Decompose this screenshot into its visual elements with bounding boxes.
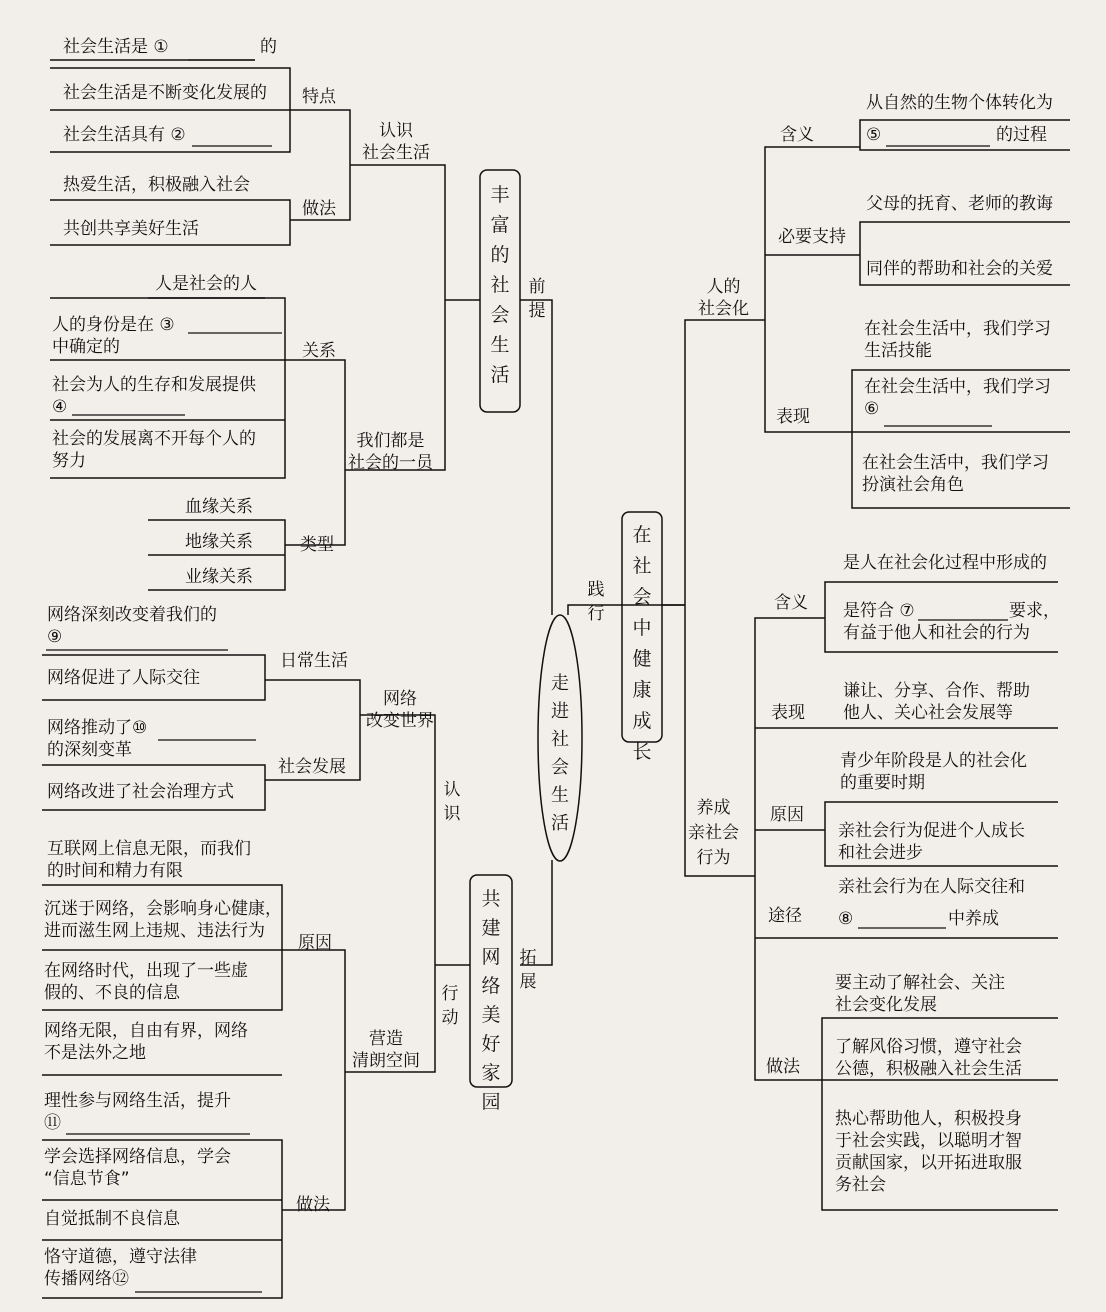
leaf-net-practice-3: 自觉抵制不良信息 — [44, 1209, 180, 1229]
leaf-manifest-2a: 谦让、分享、合作、帮助 他人、关心社会发展等 — [843, 681, 1030, 723]
node-clean-cyberspace: 营造 清朗空间 — [352, 1029, 420, 1071]
leaf-meaning-2a: 是人在社会化过程中形成的 — [843, 553, 1047, 573]
node-manifestation-1: 表现 — [776, 407, 810, 427]
leaf-net-practice-4: 恪守道德，遵守法律 传播网络⑫ — [44, 1247, 197, 1289]
node-support: 必要支持 — [778, 227, 846, 247]
leaf-net-practice-2: 学会选择网络信息，学会 “信息节食” — [44, 1147, 231, 1189]
link-tuozhan: 拓展 — [519, 948, 537, 992]
leaf-prosocial-practice-3: 热心帮助他人，积极投身 于社会实践，以聪明才智 贡献国家，以开拓进取服 务社会 — [835, 1109, 1022, 1195]
leaf-meaning-1b: ⑤ — [866, 125, 882, 145]
node-prosocial-behavior: 养成 亲社会 行为 — [688, 798, 739, 868]
node-social-development: 社会发展 — [278, 757, 346, 777]
leaf-social-2: 网络改进了社会治理方式 — [47, 782, 234, 802]
branch-title-network-home: 共建网络美好家园 — [481, 888, 501, 1113]
link-xingdong: 行动 — [441, 984, 459, 1028]
leaf-reason-1: 互联网上信息无限，而我们 的时间和精力有限 — [47, 839, 251, 881]
leaf-feature-2: 社会生活是不断变化发展的 — [63, 83, 267, 103]
link-renshi: 认识 — [443, 780, 461, 824]
node-practice-prosocial: 做法 — [766, 1057, 800, 1077]
leaf-type-1: 血缘关系 — [185, 497, 253, 517]
branch-title-rich-social-life: 丰富的社会生活 — [490, 184, 510, 386]
leaf-meaning-2c: 要求， 有益于他人和社会的行为 — [843, 601, 1060, 643]
leaf-relation-3: 社会为人的生存和发展提供 ④ — [52, 375, 256, 417]
node-meaning-1: 含义 — [780, 125, 814, 145]
leaf-meaning-1c: 的过程 — [996, 125, 1047, 145]
leaf-manifest-2: 在社会生活中，我们学习 ⑥ — [864, 377, 1051, 419]
node-reasons-prosocial: 原因 — [770, 805, 804, 825]
node-understand-social-life: 认识 社会生活 — [362, 121, 430, 163]
node-daily-life: 日常生活 — [280, 651, 348, 671]
leaf-practice-1: 热爱生活，积极融入社会 — [63, 175, 250, 195]
leaf-manifest-1: 在社会生活中，我们学习 生活技能 — [864, 319, 1051, 361]
leaf-manifest-3: 在社会生活中，我们学习 扮演社会角色 — [862, 453, 1049, 495]
node-relations: 关系 — [302, 341, 336, 361]
leaf-reason-2: 沉迷于网络，会影响身心健康， 进而滋生网上违规、违法行为 — [44, 899, 282, 941]
leaf-reason-p2: 亲社会行为促进个人成长 和社会进步 — [838, 821, 1025, 863]
node-practice-1: 做法 — [302, 199, 336, 219]
node-meaning-2: 含义 — [774, 593, 808, 613]
leaf-feature-1: 社会生活是 ① — [63, 37, 169, 57]
leaf-feature-3: 社会生活具有 ② — [63, 125, 186, 145]
leaf-daily-2: 网络促进了人际交往 — [47, 668, 200, 688]
leaf-type-2: 地缘关系 — [185, 532, 253, 552]
node-types: 类型 — [300, 535, 334, 555]
leaf-meaning-2b: 是符合 ⑦ — [843, 601, 915, 621]
leaf-reason-3: 在网络时代，出现了一些虚 假的、不良的信息 — [44, 961, 248, 1003]
leaf-type-3: 业缘关系 — [185, 567, 253, 587]
leaf-social-1: 网络推动了⑩ 的深刻变革 — [47, 718, 148, 760]
leaf-prosocial-practice-2: 了解风俗习惯，遵守社会 公德，积极融入社会生活 — [835, 1037, 1022, 1079]
leaf-daily-1: 网络深刻改变着我们的 ⑨ — [47, 605, 217, 647]
link-jianxing: 践行 — [587, 580, 605, 624]
node-approach: 途径 — [768, 906, 802, 926]
leaf-meaning-1a: 从自然的生物个体转化为 — [866, 93, 1053, 113]
link-qianti: 前提 — [528, 277, 546, 321]
leaf-reason-4: 网络无限，自由有界，网络 不是法外之地 — [44, 1021, 248, 1063]
leaf-relation-4: 社会的发展离不开每个人的 努力 — [52, 429, 256, 471]
leaf-reason-p1: 青少年阶段是人的社会化 的重要时期 — [840, 751, 1027, 793]
leaf-relation-1: 人是社会的人 — [155, 274, 257, 294]
branch-title-healthy-growth: 在社会中健康成长 — [632, 524, 652, 763]
node-features: 特点 — [302, 87, 336, 107]
node-practice-network: 做法 — [296, 1195, 330, 1215]
leaf-support-2: 同伴的帮助和社会的关爱 — [866, 259, 1053, 279]
center-title: 走进社会生活 — [551, 673, 569, 834]
leaf-approach-c: 中养成 — [948, 909, 999, 929]
node-manifestation-2: 表现 — [771, 703, 805, 723]
node-network-changes-world: 网络 改变世界 — [366, 689, 434, 731]
node-socialization: 人的 社会化 — [698, 277, 749, 319]
leaf-practice-2: 共创共享美好生活 — [63, 219, 199, 239]
node-reasons-network: 原因 — [298, 933, 332, 953]
leaf-prosocial-practice-1: 要主动了解社会、关注 社会变化发展 — [835, 973, 1005, 1015]
leaf-approach-b: ⑧ — [838, 909, 854, 929]
leaf-feature-1-end: 的 — [260, 37, 277, 57]
leaf-net-practice-1: 理性参与网络生活，提升 ⑪ — [44, 1091, 231, 1133]
node-member-of-society: 我们都是 社会的一员 — [348, 431, 433, 473]
leaf-relation-2: 人的身份是在 ③ 中确定的 — [52, 315, 175, 357]
leaf-support-1: 父母的抚育、老师的教诲 — [866, 194, 1053, 214]
leaf-approach-a: 亲社会行为在人际交往和 — [838, 877, 1025, 897]
